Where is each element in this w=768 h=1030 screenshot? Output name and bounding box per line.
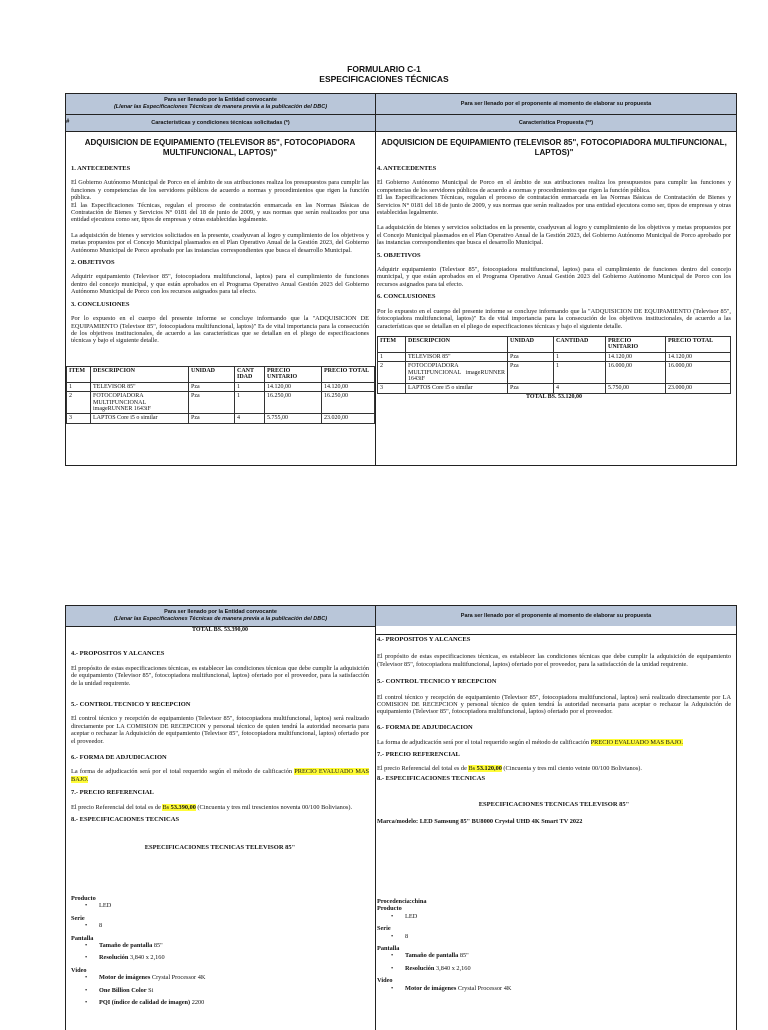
right-column-content — [377, 138, 731, 401]
right-antecedentes-p3: La adquisición de bienes y servicios solicitados en la presente, coadyuvan al logro y cumplimiento de los objetivos y metas propuestos por el Concejo Municipal plasmados en el Plan Operativo Anual de la Gestión 2023, del Gobierno Autónomo Municipal de Porco aprobado por las instancias correspondientes que busca el desarrollo Municipal. — [377, 224, 731, 247]
table-header-row — [67, 367, 375, 383]
right-antecedentes-heading: 4. ANTECEDENTES — [377, 165, 437, 172]
col-precio-unitario: PRECIO UNITARIO — [265, 367, 322, 383]
page-gap — [0, 475, 768, 560]
left-control-p: El control técnico y recepción de equipamiento (Televisor 85", fotocopiadora multifuncional, laptos) será realizado directamente por LA COMISION DE RECEPCION y personal técnico de quien tendrá la autoridad necesaria para aceptar o rechazar la Adquisición de equipamiento (Televisor 85", fotocopiadora multifuncional, laptos) ofertado por el proveedor. — [71, 715, 369, 745]
left-spec-list: Producto • LED Serie • 8 Pantalla • Tamaño de pantalla 85" • Resolución 3,840 x 2,160 Video • Motor de imágenes Crystal Processor 4K • One Billion Color Si • PQI (índice de calidad de imagen) 2200 — [71, 895, 369, 1011]
table-row: 3 LAPTOS Core i5 o similar Pza 4 5.755,00 23.020,00 — [67, 414, 375, 423]
left-title: ADQUISICION DE EQUIPAMIENTO (TELEVISOR 85", FOTOCOPIADORA MULTIFUNCIONAL, LAPTOS)" — [84, 138, 356, 157]
right-precio-heading: 7.- PRECIO REFERENCIAL — [377, 750, 460, 758]
table-row: 3 LAPTOS Core i5 o similar Pza 4 5.750,00 23.000,00 — [378, 384, 731, 393]
left-adjud-p: La forma de adjudicación será por el total requerido según el método de calificación PRECIO EVALUADO MAS BAJO. — [71, 768, 370, 783]
left-antecedentes-p1: El Gobierno Autónomo Municipal de Porco en el ámbito de sus atribuciones realiza los presupuestos para cumplir las funciones y competencias de los servidores públicos de acuerdo a normas y procedimientos que rigen la función pública. — [71, 179, 369, 202]
highlight: PRECIO EVALUADO MAS BAJO. — [590, 739, 683, 747]
right-esp-heading: 8.- ESPECIFICACIONES TECNICAS — [377, 775, 486, 783]
column-divider — [375, 605, 376, 1030]
proposed-characteristic-header: Característica Propuesta (**) — [376, 115, 736, 131]
col-descripcion: DESCRIPCION — [91, 367, 189, 383]
left-esp-title: ESPECIFICACIONES TECNICAS TELEVISOR 85" — [144, 843, 296, 851]
left-adjud-heading: 6.- FORMA DE ADJUDICACION — [71, 754, 167, 762]
left-antecedentes-p2: El las Especificaciones Técnicas, regulan el proceso de contratación enmarcada en las Normas Básicas de Contratación de Bienes y Servicios N° 0181 del 18 de junio de 2009, y sus normas que serán realizados por una entidad ejecutora como ser, tipos de empresas y otras establecidas legalmente. — [71, 201, 369, 224]
right-total: TOTAL BS. 53.120,00 — [526, 393, 582, 400]
table-header-row — [378, 336, 731, 352]
left-propositos-p: El propósito de estas especificaciones técnicas, es establecer las condiciones técnicas que debe cumplir la adquisición de equipamiento (Televisor 85", fotocopiadora multifuncional, laptos) ofertado por el proveedor, para la satisfacción de la unidad requirente. — [71, 664, 369, 687]
left-items-table — [66, 366, 375, 424]
hash-column-label: # — [66, 119, 70, 125]
header-divider — [65, 114, 737, 115]
right-conclusiones-heading: 6. CONCLUSIONES — [377, 293, 436, 301]
col-cantidad: CANTIDAD — [554, 336, 606, 352]
right-objetivos-p: Adquirir equipamiento (Televisor 85", fotocopiadora multifuncional, laptos) para el cumplimiento de funciones dentro del concejo municipal, y que están aprobados en el Programa Operativo Anual Gestión 2023 del Gobierno Autónomo Municipal de Porco con los recursos asignados para tal efecto. — [377, 266, 731, 288]
right-spec-list: Procedencia:china Producto • LED Serie • 8 Pantalla • Tamaño de pantalla 85" • Resolución 3,840 x 2,160 Video • Motor de imágenes Crystal Processor 4K — [377, 898, 731, 997]
right-propositos-heading: 4.- PROPOSITOS Y ALCANCES — [377, 636, 471, 643]
left-objetivos-heading: 2. OBJETIVOS — [71, 259, 115, 267]
left-propositos-heading: 4.- PROPOSITOS Y ALCANCES — [71, 650, 165, 658]
right-title: ADQUISICION DE EQUIPAMIENTO (TELEVISOR 85", FOTOCOPIADORA MULTIFUNCIONAL, LAPTOS)" — [381, 138, 727, 157]
col-cantidad: CANT IDAD — [235, 367, 265, 383]
table-row: 2 FOTOCOPIADORA MULTIFUNCIONAL imageRUNNER 1643iF Pza 1 16.250,00 16.250,00 — [67, 392, 375, 414]
right-control-heading: 5.- CONTROL TECNICO Y RECEPCION — [377, 678, 497, 686]
requested-characteristics-header: Características y condiciones técnicas solicitadas (*) — [66, 115, 375, 131]
left-control-heading: 5.- CONTROL TECNICO Y RECEPCION — [71, 701, 191, 709]
col-precio-total: PRECIO TOTAL — [666, 336, 731, 352]
document-page-2 — [0, 560, 768, 1024]
table-row: 2 FOTOCOPIADORA MULTIFUNCIONAL imageRUNNER 1643iF Pza 1 16.000,00 16.000,00 — [378, 362, 731, 384]
bidder-header: Para ser llenado por el proponente al momento de elaborar su propuesta — [376, 94, 736, 114]
col-unidad: UNIDAD — [508, 336, 554, 352]
right-marca: Marca/modelo: LED Samsung 85" BU8000 Crystal UHD 4K Smart TV 2022 — [377, 817, 583, 825]
right-adjud-heading: 6.- FORMA DE ADJUDICACION — [377, 723, 473, 731]
right-precio-p: El precio Referencial del total es de Bs 53.120,00 (Cincuenta y tres mil ciento veinte 00/100 Bolivianos). — [377, 765, 642, 773]
col-item: ITEM — [378, 336, 406, 352]
right-objetivos-heading: 5. OBJETIVOS — [377, 251, 421, 259]
col-precio-total: PRECIO TOTAL — [322, 367, 375, 383]
left-column-content — [71, 138, 369, 350]
table-row: 1 TELEVISOR 85" Pza 1 14.120,00 14.120,00 — [378, 352, 731, 361]
right-esp-title: ESPECIFICACIONES TECNICAS TELEVISOR 85" — [478, 800, 630, 808]
right-control-p: El control técnico y recepción de equipamiento (Televisor 85", fotocopiadora multifuncional, laptos) será realizado directamente por LA COMISION DE RECEPCION y personal técnico de quien tendrá la autoridad necesaria para aceptar o rechazar la Adquisición de equipamiento (Televisor 85", fotocopiadora multifuncional, laptos) ofertado por el proveedor. — [377, 693, 731, 716]
entity-header: Para ser llenado por la Entidad convocante (Llenar las Especificaciones Técnicas de manera previa a la publicación del DBC) — [66, 94, 375, 114]
bidder-header: Para ser llenado por el proponente al momento de elaborar su propuesta — [376, 606, 736, 626]
header-divider — [375, 634, 737, 635]
left-total: TOTAL BS. 53.390,00 — [192, 627, 248, 633]
col-unidad: UNIDAD — [189, 367, 235, 383]
right-conclusiones-p: Por lo expuesto en el cuerpo del presente informe se concluye informando que la "ADQUISICION DE EQUIPAMIENTO (Televisor 85", fotocopiadora multifuncional, laptos)" Es de vital importancia para la consecución de los objetivos institucionales, de acuerdo a las características que se detallan en el pliego de especificaciones técnicas y bajo el siguiente detalle. — [377, 307, 731, 330]
left-objetivos-p: Adquirir equipamiento (Televisor 85", fotocopiadora multifuncional, laptos) para el cumplimiento de funciones dentro del concejo municipal, y que están aprobados en el Programa Operativo Anual Gestión 2023 del Gobierno Autónomo Municipal de Porco con los recursos asignados para tal efecto. — [71, 273, 369, 296]
left-antecedentes-heading: 1. ANTECEDENTES — [71, 165, 131, 172]
left-column-content-2 — [71, 627, 369, 856]
left-conclusiones-heading: 3. CONCLUSIONES — [71, 300, 130, 308]
highlight-amount: 53.390,00 — [170, 803, 196, 811]
left-precio-p: El precio Referencial del total es de Bs 53.390,00 (Cincuenta y tres mil trescientos noventa 00/100 Bolivianos). — [71, 803, 353, 811]
document-page-1 — [0, 0, 768, 475]
highlight: PRECIO EVALUADO MAS BAJO. — [71, 768, 370, 783]
form-title: ESPECIFICACIONES TÉCNICAS — [319, 74, 449, 84]
left-items-table-wrap — [66, 366, 375, 424]
entity-header: Para ser llenado por la Entidad convocante (Llenar las Especificaciones Técnicas de manera previa a la publicación del DBC) — [66, 606, 375, 626]
column-divider — [375, 93, 376, 466]
col-item: ITEM — [67, 367, 91, 383]
header-divider — [65, 131, 737, 132]
col-precio-unitario: PRECIO UNITARIO — [606, 336, 666, 352]
table-row: 1 TELEVISOR 85" Pza 1 14.120,00 14.120,00 — [67, 382, 375, 391]
highlight-amount: 53.120,00 — [476, 765, 502, 773]
left-esp-heading: 8.- ESPECIFICACIONES TECNICAS — [71, 816, 180, 824]
right-items-table — [377, 336, 731, 394]
right-adjud-p: La forma de adjudicación será por el total requerido según el método de calificación PRECIO EVALUADO MAS BAJO. — [377, 739, 683, 747]
left-antecedentes-p3: La adquisición de bienes y servicios solicitados en la presente, coadyuvan al logro y cumplimiento de los objetivos y metas propuestos por el Concejo Municipal plasmados en el Plan Operativo Anual de la Gestión 2023, del Gobierno Autónomo Municipal de Porco aprobado por las instancias correspondientes que busca el desarrollo Municipal. — [71, 231, 369, 254]
left-precio-heading: 7.- PRECIO REFERENCIAL — [71, 789, 154, 797]
right-column-content-2 — [377, 636, 731, 834]
right-antecedentes-p2: El las Especificaciones Técnicas, regulan el proceso de contratación enmarcada en las Normas Básicas de Contratación de Bienes y Servicios N° 0181 del 18 de junio de 2009, y sus normas que serán realizados por una entidad ejecutora como ser, tipos de empresas y otras establecidas legalmente. — [377, 194, 731, 217]
form-header — [0, 64, 768, 84]
form-number: FORMULARIO C-1 — [347, 64, 421, 74]
left-conclusiones-p: Por lo expuesto en el cuerpo del presente informe se concluye informando que la "ADQUISICION DE EQUIPAMIENTO (Televisor 85", fotocopiadora multifuncional, laptos)" Es de vital importancia para la consecución de los objetivos institucionales, de acuerdo a las características que se detallan en el pliego de especificaciones técnicas y bajo el siguiente detalle. — [71, 315, 369, 345]
right-antecedentes-p1: El Gobierno Autónomo Municipal de Porco en el ámbito de sus atribuciones realiza los presupuestos para cumplir las funciones y competencias de los servidores públicos de acuerdo a normas y procedimientos que rigen la función pública. — [377, 179, 731, 194]
col-descripcion: DESCRIPCION — [406, 336, 508, 352]
right-propositos-p: El propósito de estas especificaciones técnicas, es establecer las condiciones técnicas que debe cumplir la adquisición de equipamiento (Televisor 85", fotocopiadora multifuncional, laptos) ofertado por el proveedor, para la satisfacción de la unidad requirente. — [377, 653, 731, 668]
